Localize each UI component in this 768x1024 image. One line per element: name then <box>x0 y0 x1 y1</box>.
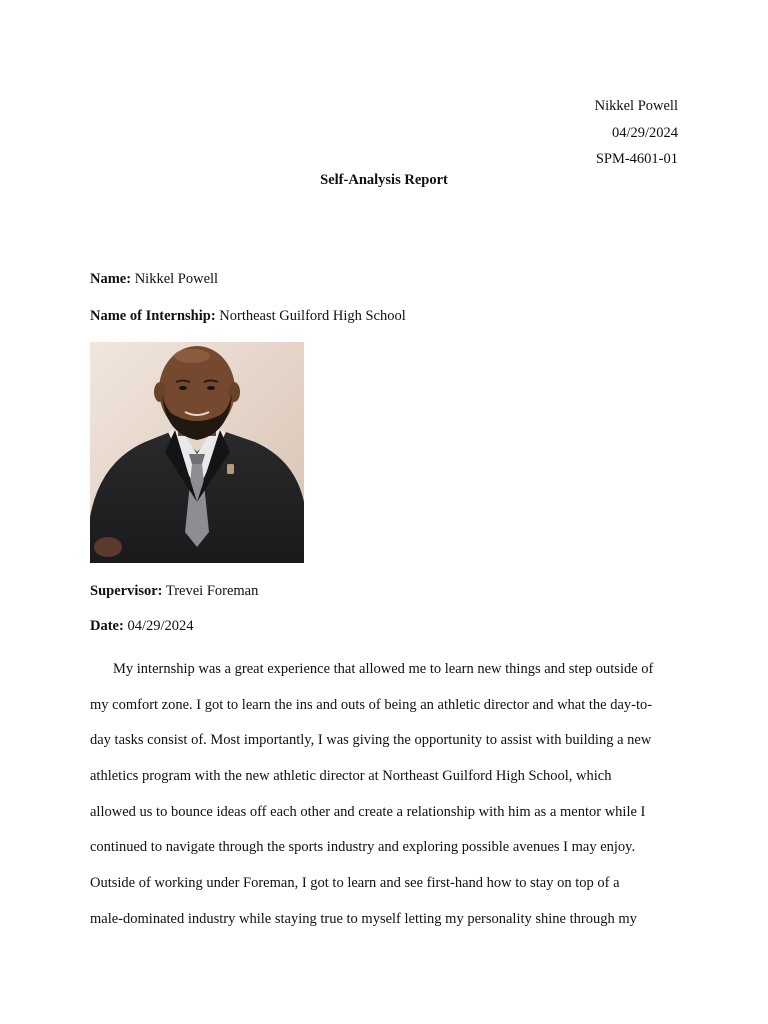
date-label: Date: <box>90 618 124 634</box>
body-line: My internship was a great experience that allowed me to learn new things and step outside of <box>113 661 654 677</box>
body-line: Outside of working under Foreman, I got to learn and see first-hand how to stay on top of a <box>90 875 620 892</box>
supervisor-photo <box>90 342 304 563</box>
header-course: SPM-4601-01 <box>595 151 678 167</box>
internship-label: Name of Internship: <box>90 308 216 324</box>
supervisor-field <box>90 583 258 600</box>
supervisor-value: Trevei Foreman <box>165 583 259 599</box>
body-paragraph <box>90 652 680 938</box>
body-line: athletics program with the new athletic director at Northeast Guilford High School, which <box>90 768 612 785</box>
date-field <box>90 618 194 635</box>
internship-field <box>90 308 406 325</box>
header-author: Nikkel Powell <box>594 98 678 114</box>
body-line: allowed us to bounce ideas off each other and create a relationship with him as a mentor while I <box>90 803 646 820</box>
report-title: Self-Analysis Report <box>320 172 448 188</box>
name-field <box>90 271 218 288</box>
body-line: day tasks consist of. Most importantly, I was giving the opportunity to assist with building a new <box>90 732 652 749</box>
header-block <box>595 93 678 173</box>
name-value: Nikkel Powell <box>134 271 219 287</box>
date-value: 04/29/2024 <box>127 618 194 634</box>
internship-value: Northeast Guilford High School <box>219 308 406 324</box>
supervisor-label: Supervisor: <box>90 583 163 599</box>
body-line: continued to navigate through the sports industry and exploring possible avenues I may enjoy. <box>90 839 636 856</box>
header-date: 04/29/2024 <box>611 124 678 141</box>
name-label: Name: <box>90 271 132 287</box>
body-line: my comfort zone. I got to learn the ins and outs of being an athletic director and what the day-to- <box>90 696 653 713</box>
body-line: male-dominated industry while staying true to myself letting my personality shine through my <box>90 910 637 927</box>
portrait-image <box>90 342 304 563</box>
